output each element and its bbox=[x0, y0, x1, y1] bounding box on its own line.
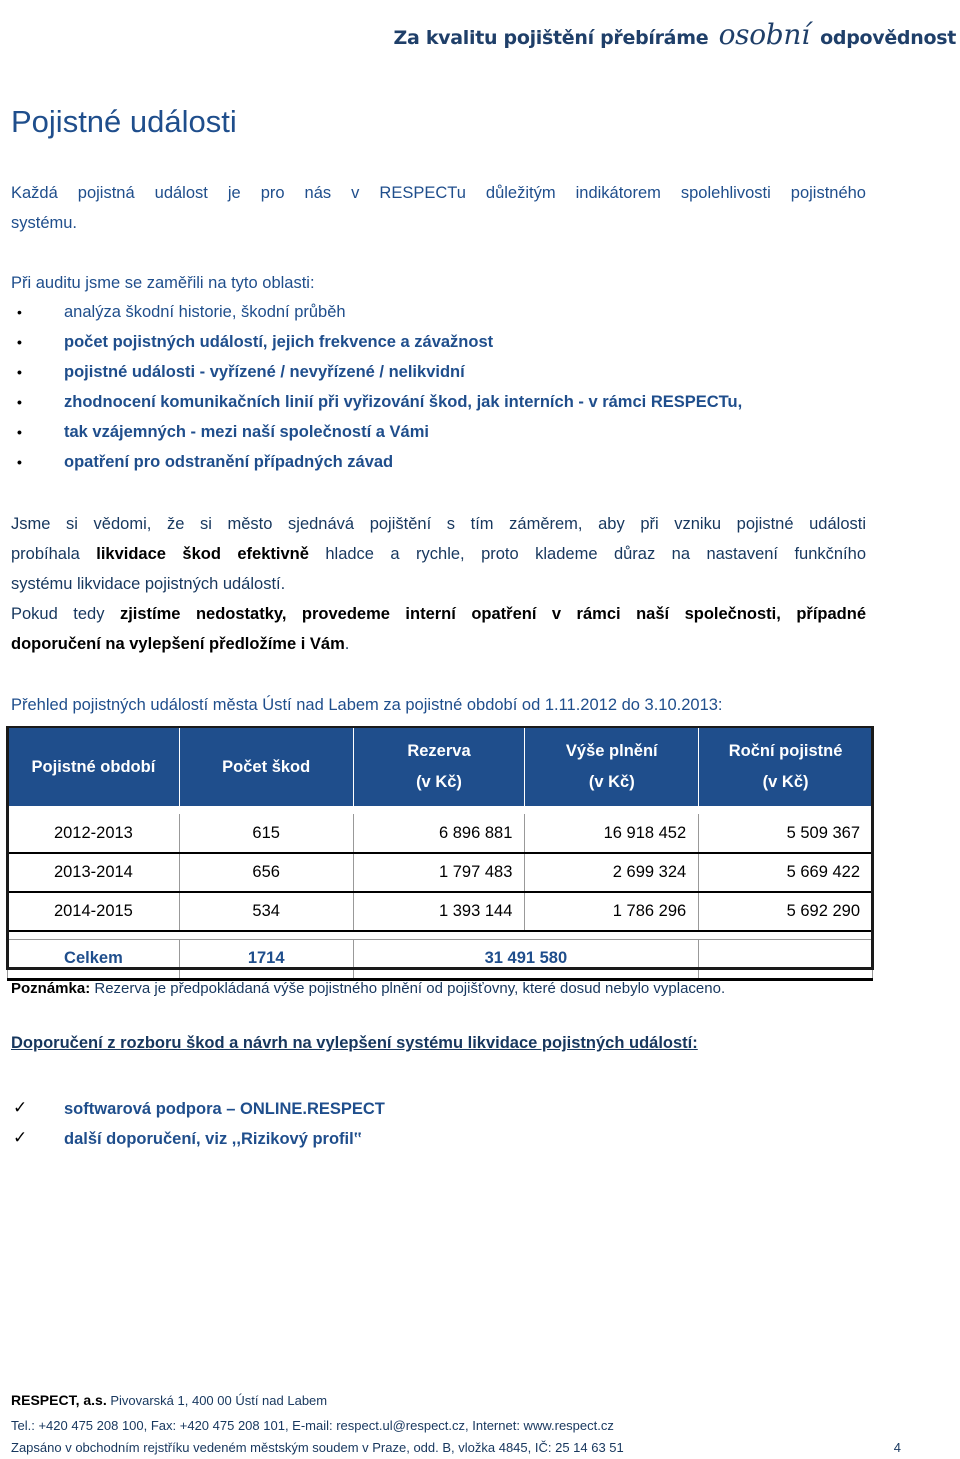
footer-company-name: RESPECT, a.s. bbox=[11, 1392, 107, 1408]
tagline-logo-script: osobní bbox=[718, 18, 810, 51]
table-note: Poznámka: Rezerva je předpokládaná výše pojistného plnění od pojišťovny, které dosud nebylo vyplaceno. bbox=[11, 980, 726, 997]
emphasis-internal-measures: zjistíme nedostatky, provedeme interní opatření v rámci naší společnosti, případné bbox=[119, 605, 867, 623]
recommendations-list bbox=[11, 1094, 385, 1154]
list-item: • počet pojistných událostí, jejich frekvence a závažnost bbox=[11, 327, 881, 357]
list-item: ✓ další doporučení, viz ,,Rizikový profil‟ bbox=[11, 1124, 385, 1154]
awareness-line-3: systému likvidace pojistných událostí. bbox=[11, 575, 286, 593]
list-item-continuation: • tak vzájemných - mezi naší společností a Vámi bbox=[11, 417, 881, 447]
header-tagline bbox=[394, 18, 956, 51]
recommendations-heading: Doporučení z rozboru škod a návrh na vylepšení systému likvidace pojistných událostí: bbox=[11, 1034, 698, 1052]
footer-company: RESPECT, a.s. Pivovarská 1, 400 00 Ústí nad Labem bbox=[11, 1392, 328, 1408]
table-row: 2014-2015 534 1 393 144 1 786 296 5 692 290 bbox=[8, 892, 873, 931]
table-row: 2013-2014 656 1 797 483 2 699 324 5 669 422 bbox=[8, 853, 873, 892]
page-number: 4 bbox=[893, 1440, 901, 1455]
table-total-row bbox=[8, 939, 873, 979]
overview-title: Přehled pojistných událostí města Ústí nad Labem za pojistné období od 1.11.2012 do 3.10.2013: bbox=[11, 696, 723, 714]
audit-lead: Při auditu jsme se zaměřili na tyto oblasti: bbox=[11, 274, 315, 292]
awareness-line-2: probíhala likvidace škod efektivně hladce a rychle, proto klademe důraz na nastavení funkčního bbox=[11, 545, 866, 563]
page-title: Pojistné události bbox=[11, 104, 237, 139]
header-premium: Roční pojistné (v Kč) bbox=[699, 728, 873, 806]
intro-line-2: systému. bbox=[11, 214, 78, 232]
check-icon: ✓ bbox=[13, 1098, 28, 1117]
total-count: 1714 bbox=[179, 939, 353, 979]
header-paid: Výše plnění (v Kč) bbox=[525, 728, 699, 806]
check-icon: ✓ bbox=[13, 1128, 28, 1147]
header-period: Pojistné období bbox=[8, 728, 180, 806]
list-item: • pojistné události - vyřízené / nevyřízené / nelikvidní bbox=[11, 357, 881, 387]
total-label: Celkem bbox=[8, 939, 180, 979]
awareness-line-1: Jsme si vědomi, že si město sjednává pojištění s tím záměrem, aby při vzniku pojistné události bbox=[11, 515, 866, 533]
note-label: Poznámka: bbox=[11, 980, 91, 997]
header-reserve: Rezerva (v Kč) bbox=[353, 728, 525, 806]
table-row: 2012-2013 615 6 896 881 16 918 452 5 509 367 bbox=[8, 814, 873, 853]
intro-line-1: Každá pojistná událost je pro nás v RESPECTu důležitým indikátorem spolehlivosti pojistného bbox=[11, 184, 866, 202]
footer-registry: Zapsáno v obchodním rejstříku vedeném městským soudem v Praze, odd. B, vložka 4845, IČ: 25 14 63 51 4 bbox=[11, 1440, 901, 1455]
list-item: • opatření pro odstranění případných závad bbox=[11, 447, 881, 477]
footer-contacts: Tel.: +420 475 208 100, Fax: +420 475 208 101, E-mail: respect.ul@respect.cz, Internet: www.respect.cz bbox=[11, 1418, 614, 1433]
tagline-part2: odpovědnost bbox=[820, 27, 956, 49]
awareness-line-4: Pokud tedy zjistíme nedostatky, provedeme interní opatření v rámci naší společnosti, případné bbox=[11, 605, 867, 623]
header-count: Počet škod bbox=[179, 728, 353, 806]
audit-list bbox=[11, 297, 881, 477]
emphasis-efficient-claims: likvidace škod efektivně bbox=[96, 545, 309, 563]
total-sum: 31 491 580 bbox=[353, 939, 699, 979]
claims-table bbox=[7, 728, 873, 981]
tagline-part1: Za kvalitu pojištění přebíráme bbox=[393, 27, 709, 49]
table-header-row bbox=[8, 728, 873, 806]
list-item: • zhodnocení komunikačních linií při vyřizování škod, jak interních - v rámci RESPECTu, bbox=[11, 387, 881, 417]
awareness-line-5: doporučení na vylepšení předložíme i Vám. bbox=[11, 635, 350, 653]
list-item: ✓ softwarová podpora – ONLINE.RESPECT bbox=[11, 1094, 385, 1124]
list-item: • analýza škodní historie, škodní průběh bbox=[11, 297, 881, 327]
